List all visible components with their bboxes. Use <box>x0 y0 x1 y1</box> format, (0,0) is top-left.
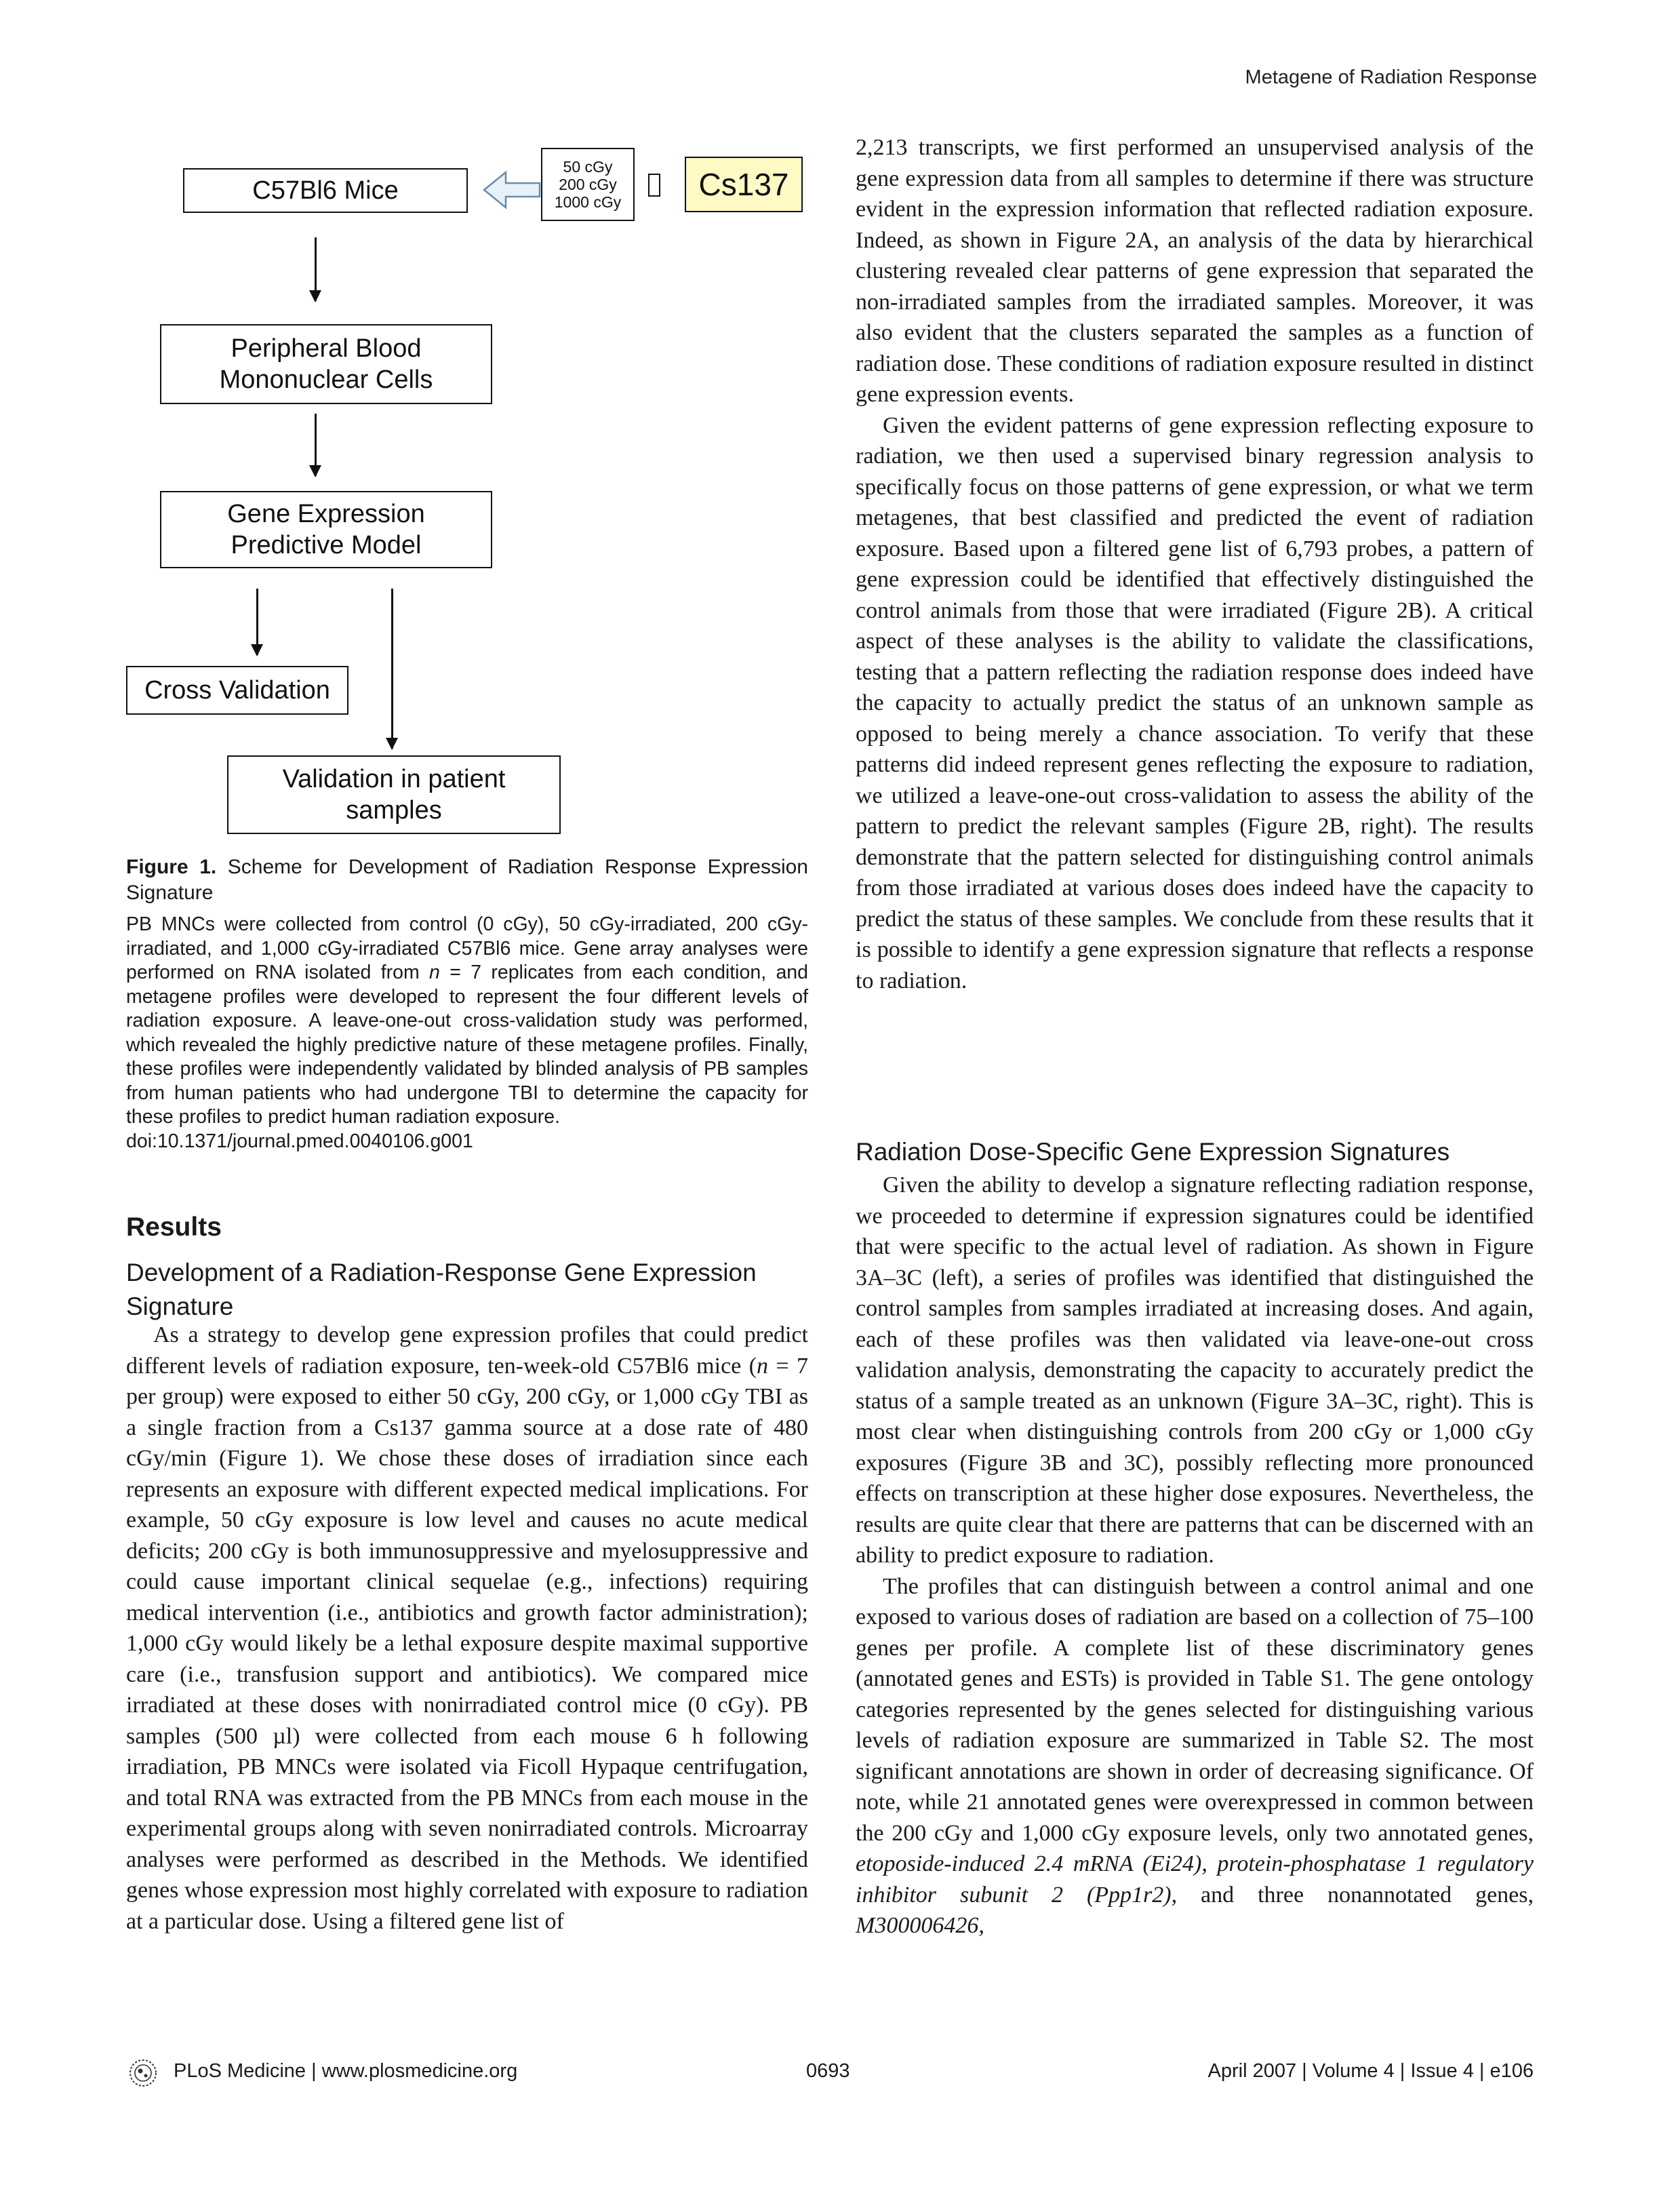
caption-body-text-2: = 7 replicates from each condition, and metagene profiles were developed to represent the four different levels of radiation exposure. A leave-one-out cross-validation study was performed, which revealed the highly predictive nature of these metagene profiles. Finally, these profiles were independently validated by blinded analysis of PB samples from human patients who had undergone TBI to determine the capacity for these profiles to predict human radiation exposure. <box>126 962 808 1128</box>
gene-id: M300006426, <box>856 1913 984 1938</box>
arrow-model-to-patient-validation <box>391 589 393 749</box>
caption-label: Figure 1. <box>126 856 217 878</box>
section-heading-results: Results <box>126 1212 222 1242</box>
page-footer <box>126 2060 1534 2087</box>
box-patient-validation: Validation in patient samples <box>227 755 561 834</box>
footer-journal: PLoS Medicine | www.plosmedicine.org <box>174 2060 518 2082</box>
caption-body-text: PB MNCs were collected from control (0 cGy), 50 cGy-irradiated, 200 cGy-irradiated, and 1,000 cGy-irradiated C57Bl6 mice. Gene array analyses were performed on RNA isolated from <box>126 913 808 983</box>
subsection-heading-dose-specific: Radiation Dose-Specific Gene Expression Signatures <box>856 1138 1450 1166</box>
paragraph <box>126 1320 808 1937</box>
dose-arrow <box>481 156 542 224</box>
caption-title-text: Scheme for Development of Radiation Response Expression Signature <box>126 856 808 904</box>
paragraph <box>856 1571 1534 1941</box>
right-column-text-top <box>856 132 1534 996</box>
box-cross-validation: Cross Validation <box>126 666 348 715</box>
running-header: Metagene of Radiation Response <box>1245 66 1537 88</box>
arrow-mice-to-cells <box>315 237 317 301</box>
paragraph-text: The profiles that can distinguish between a control animal and one exposed to various doses of radiation are based on a collection of 75–100 genes per profile. A complete list of these discriminatory genes (annotated genes and ESTs) is provided in Table S1. The gene ontology categories represented by the genes selected for distinguishing various levels of radiation exposure are summarized in Table S2. The most significant annotations are shown in order of decreasing significance. Of note, while 21 annotated genes were overexpressed in common between the 200 cGy and 1,000 cGy exposure levels, only two annotated genes, <box>856 1573 1534 1846</box>
n-symbol: n <box>756 1353 768 1379</box>
paragraph: 2,213 transcripts, we first performed an unsupervised analysis of the gene expression data from all samples to determine if there was structure evident in the expression information that reflected radiation exposure. Indeed, as shown in Figure 2A, an analysis of the data by hierarchical clustering revealed clear patterns of gene expression that separated the non-irradiated samples from the irradiated samples. Moreover, it was also evident that the clusters separated the samples as a function of radiation dose. These conditions of radiation exposure resulted in distinct gene expression events. <box>856 135 1534 407</box>
paragraph-text-2: = 7 per group) were exposed to either 50 cGy, 200 cGy, or 1,000 cGy TBI as a single fraction from a Cs137 gamma source at a dose rate of 480 cGy/min (Figure 1). We chose these doses of irradiation since each represents an exposure with different expected medical implications. For example, 50 cGy exposure is low level and causes no acute medical deficits; 200 cGy is both immunosuppressive and myelosuppressive and could cause important clinical sequelae (e.g., infections) requiring medical intervention (i.e., antibiotics and growth factor administration); 1,000 cGy would likely be a lethal exposure despite maximal supportive care (i.e., transfusion support and antibiotics). We compared mice irradiated at these doses with nonirradiated control mice (0 cGy). PB samples (500 µl) were collected from each mouse 6 h following irradiation, PB MNCs were isolated via Ficoll Hypaque centrifugation, and total RNA was extracted from the PB MNCs from each mouse in the experimental groups along with seven nonirradiated controls. Microarray analyses were performed as described in the Methods. We identified genes whose expression most highly correlated with exposure to radiation at a particular dose. Using a filtered gene list of <box>126 1353 808 1934</box>
box-cs137-source: Cs137 <box>685 157 803 212</box>
connector-square <box>648 174 660 197</box>
paragraph: Given the evident patterns of gene expression reflecting exposure to radiation, we then used a supervised binary regression analysis to specifically focus on those patterns of gene expression, or what we term metagenes, that best classified and predicted the event of radiation exposure. Based upon a filtered gene list of 6,793 probes, a pattern of gene expression could be identified that effectively distinguished the control animals from those that were irradiated (Figure 2B). A critical aspect of these analyses is the ability to validate the classifications, testing that a pattern reflecting the radiation response does indeed have the capacity to actually predict the status of an unknown sample as opposed to being merely a chance association. To verify that these patterns did indeed represent genes reflecting the exposure to radiation, we utilized a leave-one-out cross-validation to assess the ability of the pattern to predict the relevant samples (Figure 2B, right). The results demonstrate that the pattern selected for distinguishing control animals from those irradiated at various doses does indeed have the capacity to predict the status of these samples. We conclude from these results that it is possible to identify a gene expression signature that reflects a response to radiation. <box>856 412 1534 993</box>
plos-logo-icon <box>126 2056 160 2090</box>
subsection-heading-development: Development of a Radiation-Response Gene Expression Signature <box>126 1259 757 1320</box>
caption-doi: doi:10.1371/journal.pmed.0040106.g001 <box>126 1130 473 1152</box>
box-gene-expression-model: Gene Expression Predictive Model <box>160 491 492 568</box>
box-doses: 50 cGy 200 cGy 1000 cGy <box>541 148 635 221</box>
caption-body <box>126 913 808 1130</box>
box-c57bl6-mice: C57Bl6 Mice <box>183 168 468 213</box>
figure-caption <box>126 854 808 1153</box>
caption-n-symbol: n <box>429 962 440 983</box>
right-column-text-bottom <box>856 1170 1534 1941</box>
arrow-cells-to-model <box>315 414 317 476</box>
arrow-model-to-cross-validation <box>256 589 258 655</box>
caption-title <box>126 854 808 906</box>
figure-1-flowchart <box>122 136 820 848</box>
paragraph-text: As a strategy to develop gene expression profiles that could predict different levels of radiation exposure, ten-week-old C57Bl6 mice ( <box>126 1322 808 1379</box>
paragraph: Given the ability to develop a signature reflecting radiation response, we proceeded to determine if expression signatures could be identified that were specific to the actual level of radiation. As shown in Figure 3A–3C (left), a series of profiles was identified that distinguished the control samples from samples irradiated at increasing doses. And again, each of these profiles was then validated via leave-one-out cross validation analysis, demonstrating the capacity to accurately predict the status of a sample treated as an unknown (Figure 3A–3C, right). This is most clear when distinguishing controls from 200 cGy or 1,000 cGy exposures (Figure 3B and 3C), possibly reflecting more pronounced effects on transcription at these higher dose exposures. Nevertheless, the results are quite clear that there are patterns that can be discerned with an ability to predict exposure to radiation. <box>856 1172 1534 1568</box>
footer-issue: April 2007 | Volume 4 | Issue 4 | e106 <box>1207 2060 1534 2082</box>
paragraph-text-2: and three nonannotated genes, <box>1177 1882 1534 1908</box>
gene-names: etoposide-induced 2.4 mRNA (Ei24), protein-phosphatase 1 regulatory inhibitor subunit 2 (Ppp1r2), <box>856 1851 1534 1908</box>
box-peripheral-blood-cells: Peripheral Blood Mononuclear Cells <box>160 324 492 404</box>
left-column-text <box>126 1320 808 1937</box>
page-number: 0693 <box>806 2060 850 2082</box>
